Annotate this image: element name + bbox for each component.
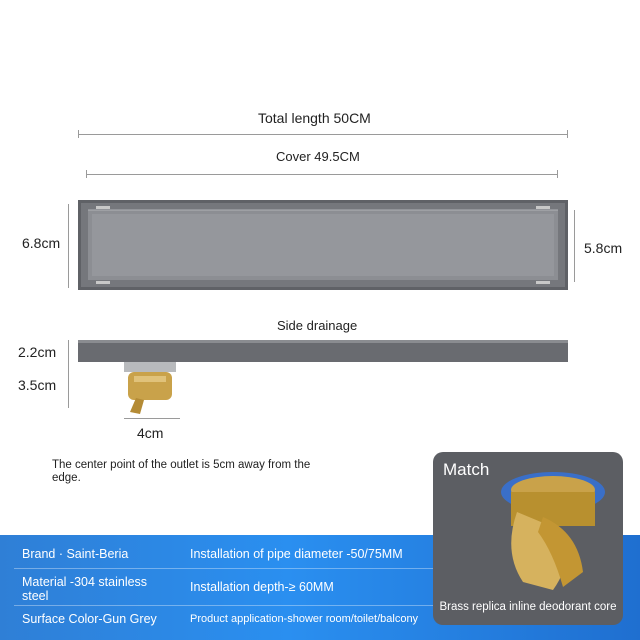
match-caption: Brass replica inline deodorant core	[439, 601, 617, 613]
deodorant-core-image	[483, 462, 613, 597]
drain-top-view-image	[78, 200, 568, 290]
cover-length-tick-left	[86, 170, 87, 178]
outlet-width-line	[124, 418, 180, 419]
drain-side-view-image	[78, 340, 568, 420]
spec-pipe: Installation of pipe diameter -50/75MM	[190, 547, 403, 561]
cover-length-line	[86, 174, 558, 175]
spec-depth: Installation depth-≥ 60MM	[190, 580, 334, 594]
total-length-line	[78, 134, 568, 135]
cover-length-label: Cover 49.5CM	[276, 149, 360, 164]
height-left-line	[68, 204, 69, 288]
total-length-label: Total length 50CM	[258, 110, 371, 126]
side-height-line	[68, 340, 69, 408]
height-left-label: 6.8cm	[22, 235, 61, 251]
spec-material: Material -304 stainless steel	[22, 575, 148, 603]
cover-length-tick-right	[557, 170, 558, 178]
match-card	[433, 452, 623, 625]
match-title: Match	[443, 460, 490, 479]
side-drainage-label: Side drainage	[277, 318, 358, 333]
height-right-label: 5.8cm	[584, 240, 623, 256]
spec-brand: Brand · Saint-Beria	[22, 547, 129, 561]
height-right-line	[574, 210, 575, 282]
spec-separator-1	[14, 568, 434, 569]
side-bottom-label: 3.5cm	[18, 377, 57, 393]
side-top-label: 2.2cm	[18, 344, 57, 360]
total-length-tick-left	[78, 130, 79, 138]
spec-surface: Surface Color-Gun Grey	[22, 612, 157, 626]
spec-application: Product application-shower room/toilet/balcony	[190, 613, 419, 625]
outlet-note: The center point of the outlet is 5cm away from the edge.	[52, 459, 311, 484]
spec-separator-2	[14, 605, 434, 606]
total-length-tick-right	[567, 130, 568, 138]
outlet-width-label: 4cm	[137, 425, 164, 441]
